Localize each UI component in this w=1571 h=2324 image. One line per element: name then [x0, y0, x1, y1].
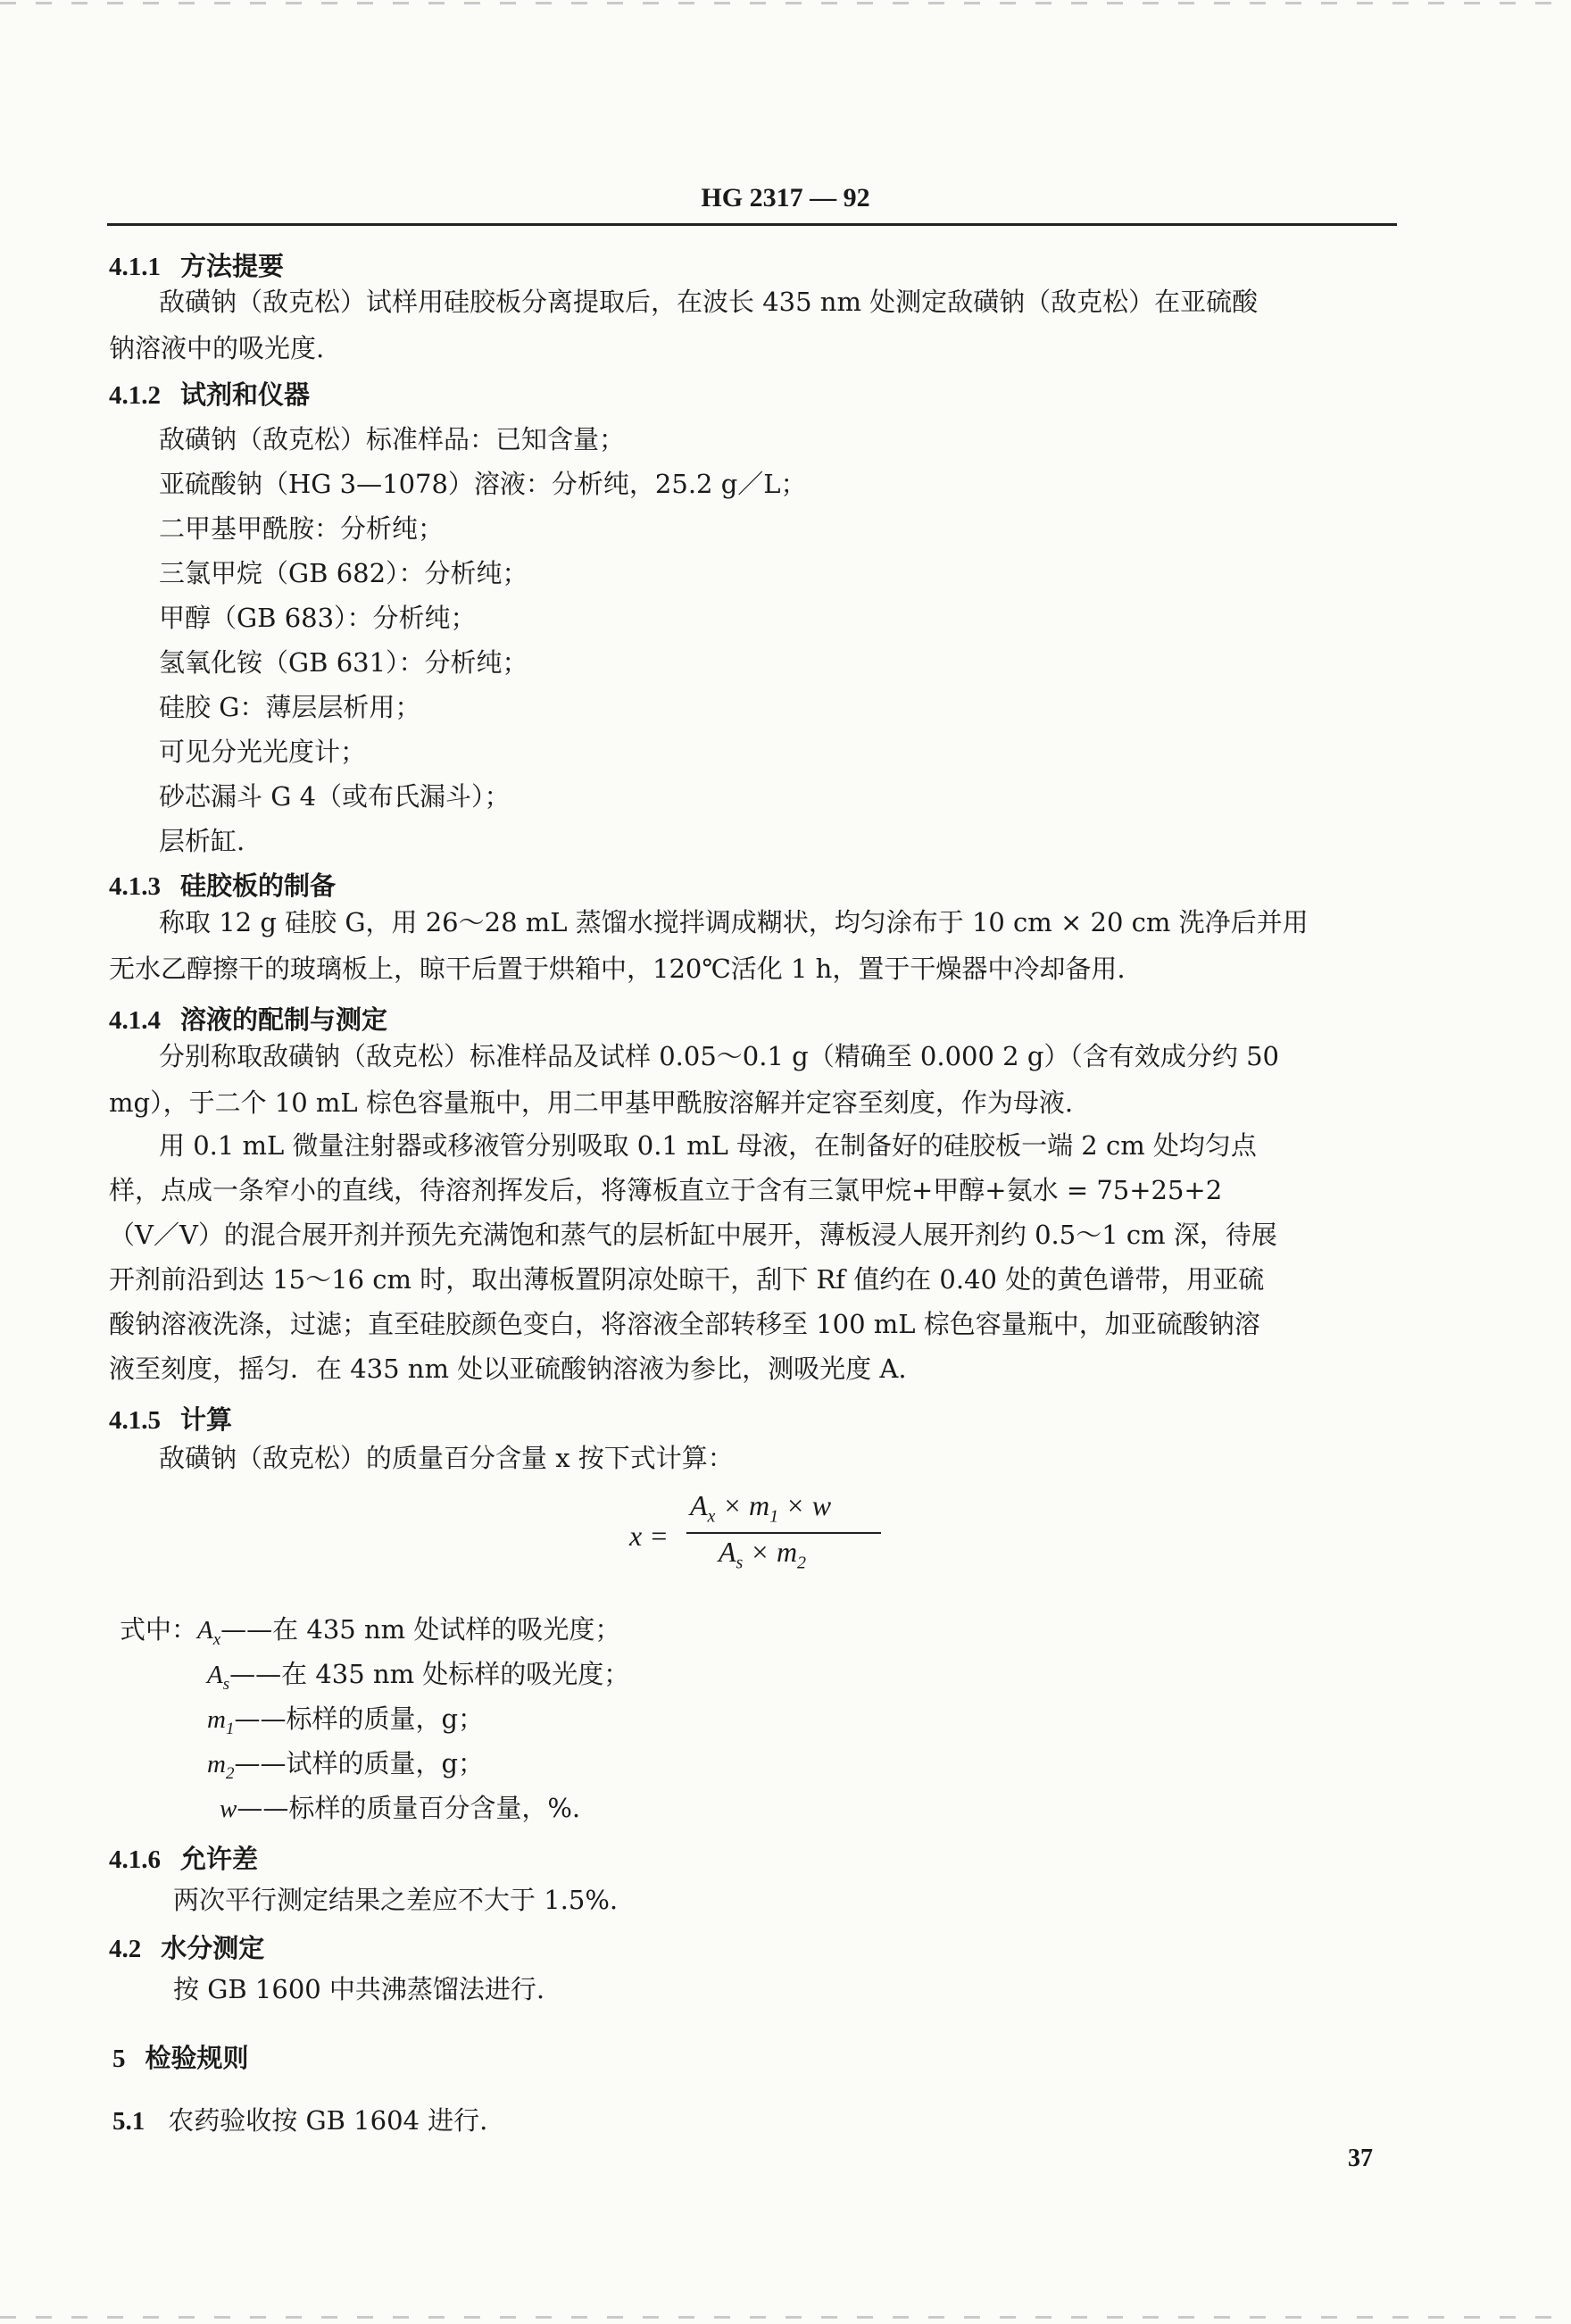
- paragraph-4-2: 按 GB 1600 中共沸蒸馏法进行.: [173, 1974, 545, 2004]
- heading-4-1-3: 4.1.3 硅胶板的制备: [109, 870, 337, 901]
- heading-4-1-6: 4.1.6 允许差: [109, 1844, 259, 1874]
- where-item: $m_2——$试样的质量，g；: [207, 1748, 485, 1783]
- reagent-item: 甲醇（GB 683）：分析纯；: [159, 603, 477, 633]
- clause-5-1: 5.1 农药验收按 GB 1604 进行.: [112, 2105, 488, 2136]
- where-item: $m_1——$标样的质量，g；: [207, 1703, 485, 1738]
- paragraph-4-1-4b-line-5: 酸钠溶液洗涤，过滤；直至硅胶颜色变白，将溶液全部转移至 100 mL 棕色容量瓶中，加亚硫酸钠溶: [109, 1309, 1260, 1339]
- formula-lhs: x =: [629, 1520, 669, 1552]
- paragraph-4-1-4b-line-2: 样，点成一条窄小的直线，待溶剂挥发后，将簿板直立于含有三氯甲烷+甲醇+氨水 = 75+25+2: [109, 1175, 1223, 1205]
- paragraph-4-1-4b-line-4: 开剂前沿到达 15～16 cm 时，取出薄板置阴凉处晾干，刮下 Rf 值约在 0.40 处的黄色谱带，用亚硫: [109, 1264, 1265, 1295]
- paragraph-4-1-6: 两次平行测定结果之差应不大于 1.5%.: [173, 1885, 619, 1915]
- scan-artifact-bottom: [0, 2316, 1571, 2319]
- reagent-item: 硅胶 G：薄层层析用；: [159, 692, 421, 722]
- paragraph-4-1-3-line-1: 称取 12 g 硅胶 G，用 26～28 mL 蒸馏水搅拌调成糊状，均匀涂布于 10 cm × 20 cm 洗净后并用: [159, 907, 1309, 937]
- heading-4-2: 4.2 水分测定: [109, 1933, 265, 1963]
- reagent-item: 二甲基甲酰胺：分析纯；: [159, 513, 445, 544]
- heading-4-1-5: 4.1.5 计算: [109, 1404, 233, 1435]
- paragraph-4-1-4b-line-1: 用 0.1 mL 微量注射器或移液管分别吸取 0.1 mL 母液，在制备好的硅胶板一端 2 cm 处均匀点: [159, 1130, 1257, 1161]
- where-item: $A_s——$在 435 nm 处标样的吸光度；: [207, 1659, 630, 1694]
- paragraph-4-1-4a-line-1: 分别称取敌磺钠（敌克松）标准样品及试样 0.05～0.1 g（精确至 0.000 2 g）（含有效成分约 50: [159, 1041, 1280, 1071]
- doc-code-header: HG 2317 — 92: [701, 183, 870, 212]
- formula-numerator: $A_x \times m_1 \times w$: [690, 1489, 832, 1527]
- reagent-item: 氢氧化铵（GB 631）：分析纯；: [159, 647, 528, 678]
- scan-artifact-top: [0, 2, 1571, 4]
- where-item: w——标样的质量百分含量，%.: [220, 1793, 581, 1823]
- reagent-item: 敌磺钠（敌克松）标准样品：已知含量；: [159, 424, 626, 454]
- page-number: 37: [1348, 2145, 1373, 2172]
- reagent-item: 可见分光光度计；: [159, 737, 367, 767]
- paragraph-4-1-3-line-2: 无水乙醇擦干的玻璃板上，晾干后置于烘箱中，120℃活化 1 h，置于干燥器中冷却备用.: [109, 954, 1126, 984]
- heading-5: 5 检验规则: [112, 2043, 249, 2073]
- paragraph-4-1-1-line-2: 钠溶液中的吸光度.: [109, 333, 325, 363]
- formula-denominator: $A_s \times m_2$: [719, 1536, 807, 1573]
- reagent-item: 亚硫酸钠（HG 3—1078）溶液：分析纯，25.2 g／L；: [159, 469, 807, 499]
- header-rule: [107, 223, 1397, 226]
- heading-4-1-4: 4.1.4 溶液的配制与测定: [109, 1004, 388, 1035]
- paragraph-4-1-4b-line-3: （V／V）的混合展开剂并预先充满饱和蒸气的层析缸中展开，薄板浸人展开剂约 0.5～1 cm 深，待展: [109, 1220, 1277, 1250]
- paragraph-4-1-1-line-1: 敌磺钠（敌克松）试样用硅胶板分离提取后，在波长 435 nm 处测定敌磺钠（敌克松）在亚硫酸: [159, 287, 1259, 317]
- where-label: 式中：: [120, 1614, 198, 1645]
- reagent-item: 层析缸.: [159, 826, 245, 856]
- fraction-bar: [686, 1532, 881, 1534]
- paragraph-4-1-4a-line-2: mg），于二个 10 mL 棕色容量瓶中，用二甲基甲酰胺溶解并定容至刻度，作为母液.: [109, 1087, 1074, 1118]
- content-formula: [629, 1489, 897, 1587]
- where-item: 式中：$A_x——$在 435 nm 处试样的吸光度；: [120, 1614, 621, 1649]
- heading-4-1-2: 4.1.2 试剂和仪器: [109, 379, 311, 410]
- heading-4-1-1: 4.1.1 方法提要: [109, 251, 285, 281]
- paragraph-4-1-5: 敌磺钠（敌克松）的质量百分含量 x 按下式计算：: [159, 1443, 734, 1473]
- paragraph-4-1-4b-line-6: 液至刻度，摇匀．在 435 nm 处以亚硫酸钠溶液为参比，测吸光度 A.: [109, 1354, 907, 1384]
- reagent-item: 三氯甲烷（GB 682）：分析纯；: [159, 558, 528, 588]
- reagent-item: 砂芯漏斗 G 4（或布氏漏斗）；: [159, 781, 511, 812]
